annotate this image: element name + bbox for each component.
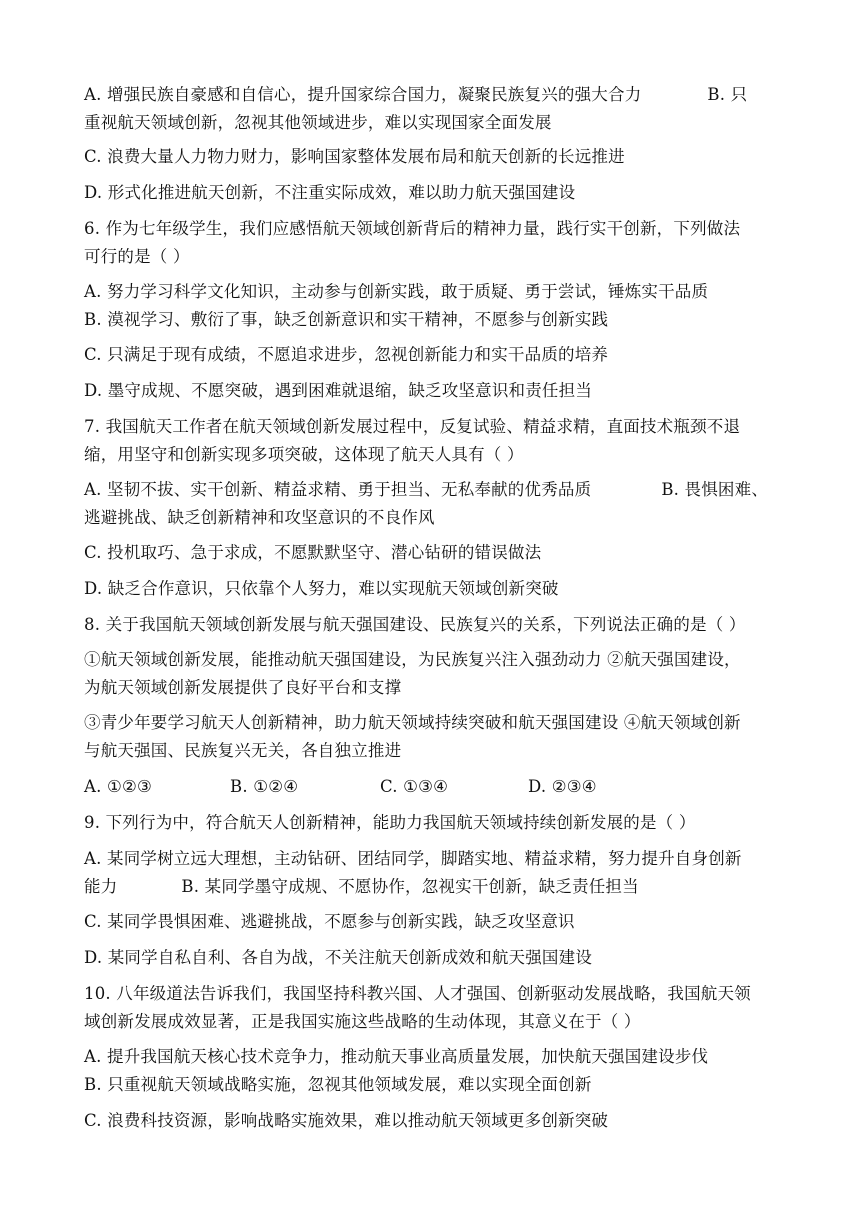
q8-option-b: B. ①②④ — [230, 777, 299, 796]
q9-option-d: D. 某同学自私自利、各自为战，不关注航天创新成效和航天强国建设 — [84, 948, 593, 967]
q5-option-a-line — [84, 84, 784, 106]
q8-statement-line1: ①航天领域创新发展，能推动航天强国建设，为民族复兴注入强劲动力 ②航天强国建设， — [84, 650, 741, 669]
q6-option-c: C. 只满足于现有成绩，不愿追求进步，忽视创新能力和实干品质的培养 — [84, 345, 609, 364]
q7-option-a-line — [84, 479, 784, 501]
q7-option-d: D. 缺乏合作意识，只依靠个人努力，难以实现航天领域创新突破 — [84, 579, 559, 598]
q6-option-b: B. 漠视学习、敷衍了事，缺乏创新意识和实干精神，不愿参与创新实践 — [84, 310, 609, 329]
q5-option-b-line: 重视航天领域创新，忽视其他领域进步，难以实现国家全面发展 — [84, 113, 552, 132]
q5-option-d: D. 形式化推进航天创新，不注重实际成效，难以助力航天强国建设 — [84, 183, 576, 202]
q10-option-a: A. 提升我国航天核心技术竞争力，推动航天事业高质量发展，加快航天强国建设步伐 — [84, 1047, 709, 1066]
q6-stem-line1: 6. 作为七年级学生，我们应感悟航天领域创新背后的精神力量，践行实干创新，下列做法 — [84, 219, 741, 238]
q9-option-c: C. 某同学畏惧困难、逃避挑战，不愿参与创新实践，缺乏攻坚意识 — [84, 912, 575, 931]
q6-option-d: D. 墨守成规、不愿突破，遇到困难就退缩，缺乏攻坚意识和责任担当 — [84, 381, 593, 400]
q7-option-a: A. 坚韧不拔、实干创新、精益求精、勇于担当、无私奉献的优秀品质 — [84, 480, 592, 499]
q9-option-a-end: 能力 — [84, 877, 118, 896]
q9-stem: 9. 下列行为中，符合航天人创新精神，能助力我国航天领域持续创新发展的是（ ） — [84, 813, 696, 832]
q9-option-b: B. 某同学墨守成规、不愿协作，忽视实干创新，缺乏责任担当 — [181, 877, 639, 896]
q8-stem: 8. 关于我国航天领域创新发展与航天强国建设、民族复兴的关系，下列说法正确的是（ ） — [84, 615, 746, 634]
q10-option-c: C. 浪费科技资源，影响战略实施效果，难以推动航天领域更多创新突破 — [84, 1111, 609, 1130]
q8-option-d: D. ②③④ — [528, 777, 597, 796]
q8-option-c: C. ①③④ — [380, 777, 449, 796]
q8-statement-line4: 与航天强国、民族复兴无关，各自独立推进 — [84, 741, 402, 760]
q9-option-a-line1: A. 某同学树立远大理想，主动钻研、团结同学，脚踏实地、精益求精，努力提升自身创新 — [84, 849, 742, 868]
q10-stem-line1: 10. 八年级道法告诉我们，我国坚持科教兴国、人才强国、创新驱动发展战略，我国航天领 — [84, 984, 751, 1003]
q8-options-row — [84, 776, 784, 798]
q8-statement-line2: 为航天领域创新发展提供了良好平台和支撑 — [84, 678, 402, 697]
q5-option-b-start: B. 只 — [707, 85, 748, 104]
q7-option-b-line: 逃避挑战、缺乏创新精神和攻坚意识的不良作风 — [84, 508, 435, 527]
q10-option-b: B. 只重视航天领域战略实施，忽视其他领域发展，难以实现全面创新 — [84, 1075, 592, 1094]
q6-option-a: A. 努力学习科学文化知识，主动参与创新实践，敢于质疑、勇于尝试，锤炼实干品质 — [84, 282, 709, 301]
q6-stem-line2: 可行的是（ ） — [84, 247, 190, 266]
q7-option-b-start: B. 畏惧困难、 — [661, 480, 769, 499]
q7-stem-line2: 缩，用坚守和创新实现多项突破，这体现了航天人具有（ ） — [84, 445, 524, 464]
q8-statement-line3: ③青少年要学习航天人创新精神，助力航天领域持续突破和航天强国建设 ④航天领域创新 — [84, 713, 741, 732]
q5-option-a: A. 增强民族自豪感和自信心，提升国家综合国力，凝聚民族复兴的强大合力 — [84, 85, 642, 104]
q9-option-a-line2 — [84, 876, 784, 898]
q5-option-c: C. 浪费大量人力物力财力，影响国家整体发展布局和航天创新的长远推进 — [84, 147, 625, 166]
q10-stem-line2: 域创新发展成效显著，正是我国实施这些战略的生动体现，其意义在于（ ） — [84, 1012, 641, 1031]
q7-option-c: C. 投机取巧、急于求成，不愿默默坚守、潜心钻研的错误做法 — [84, 543, 542, 562]
q7-stem-line1: 7. 我国航天工作者在航天领域创新发展过程中，反复试验、精益求精，直面技术瓶颈不退 — [84, 417, 741, 436]
q8-option-a: A. ①②③ — [84, 777, 152, 796]
